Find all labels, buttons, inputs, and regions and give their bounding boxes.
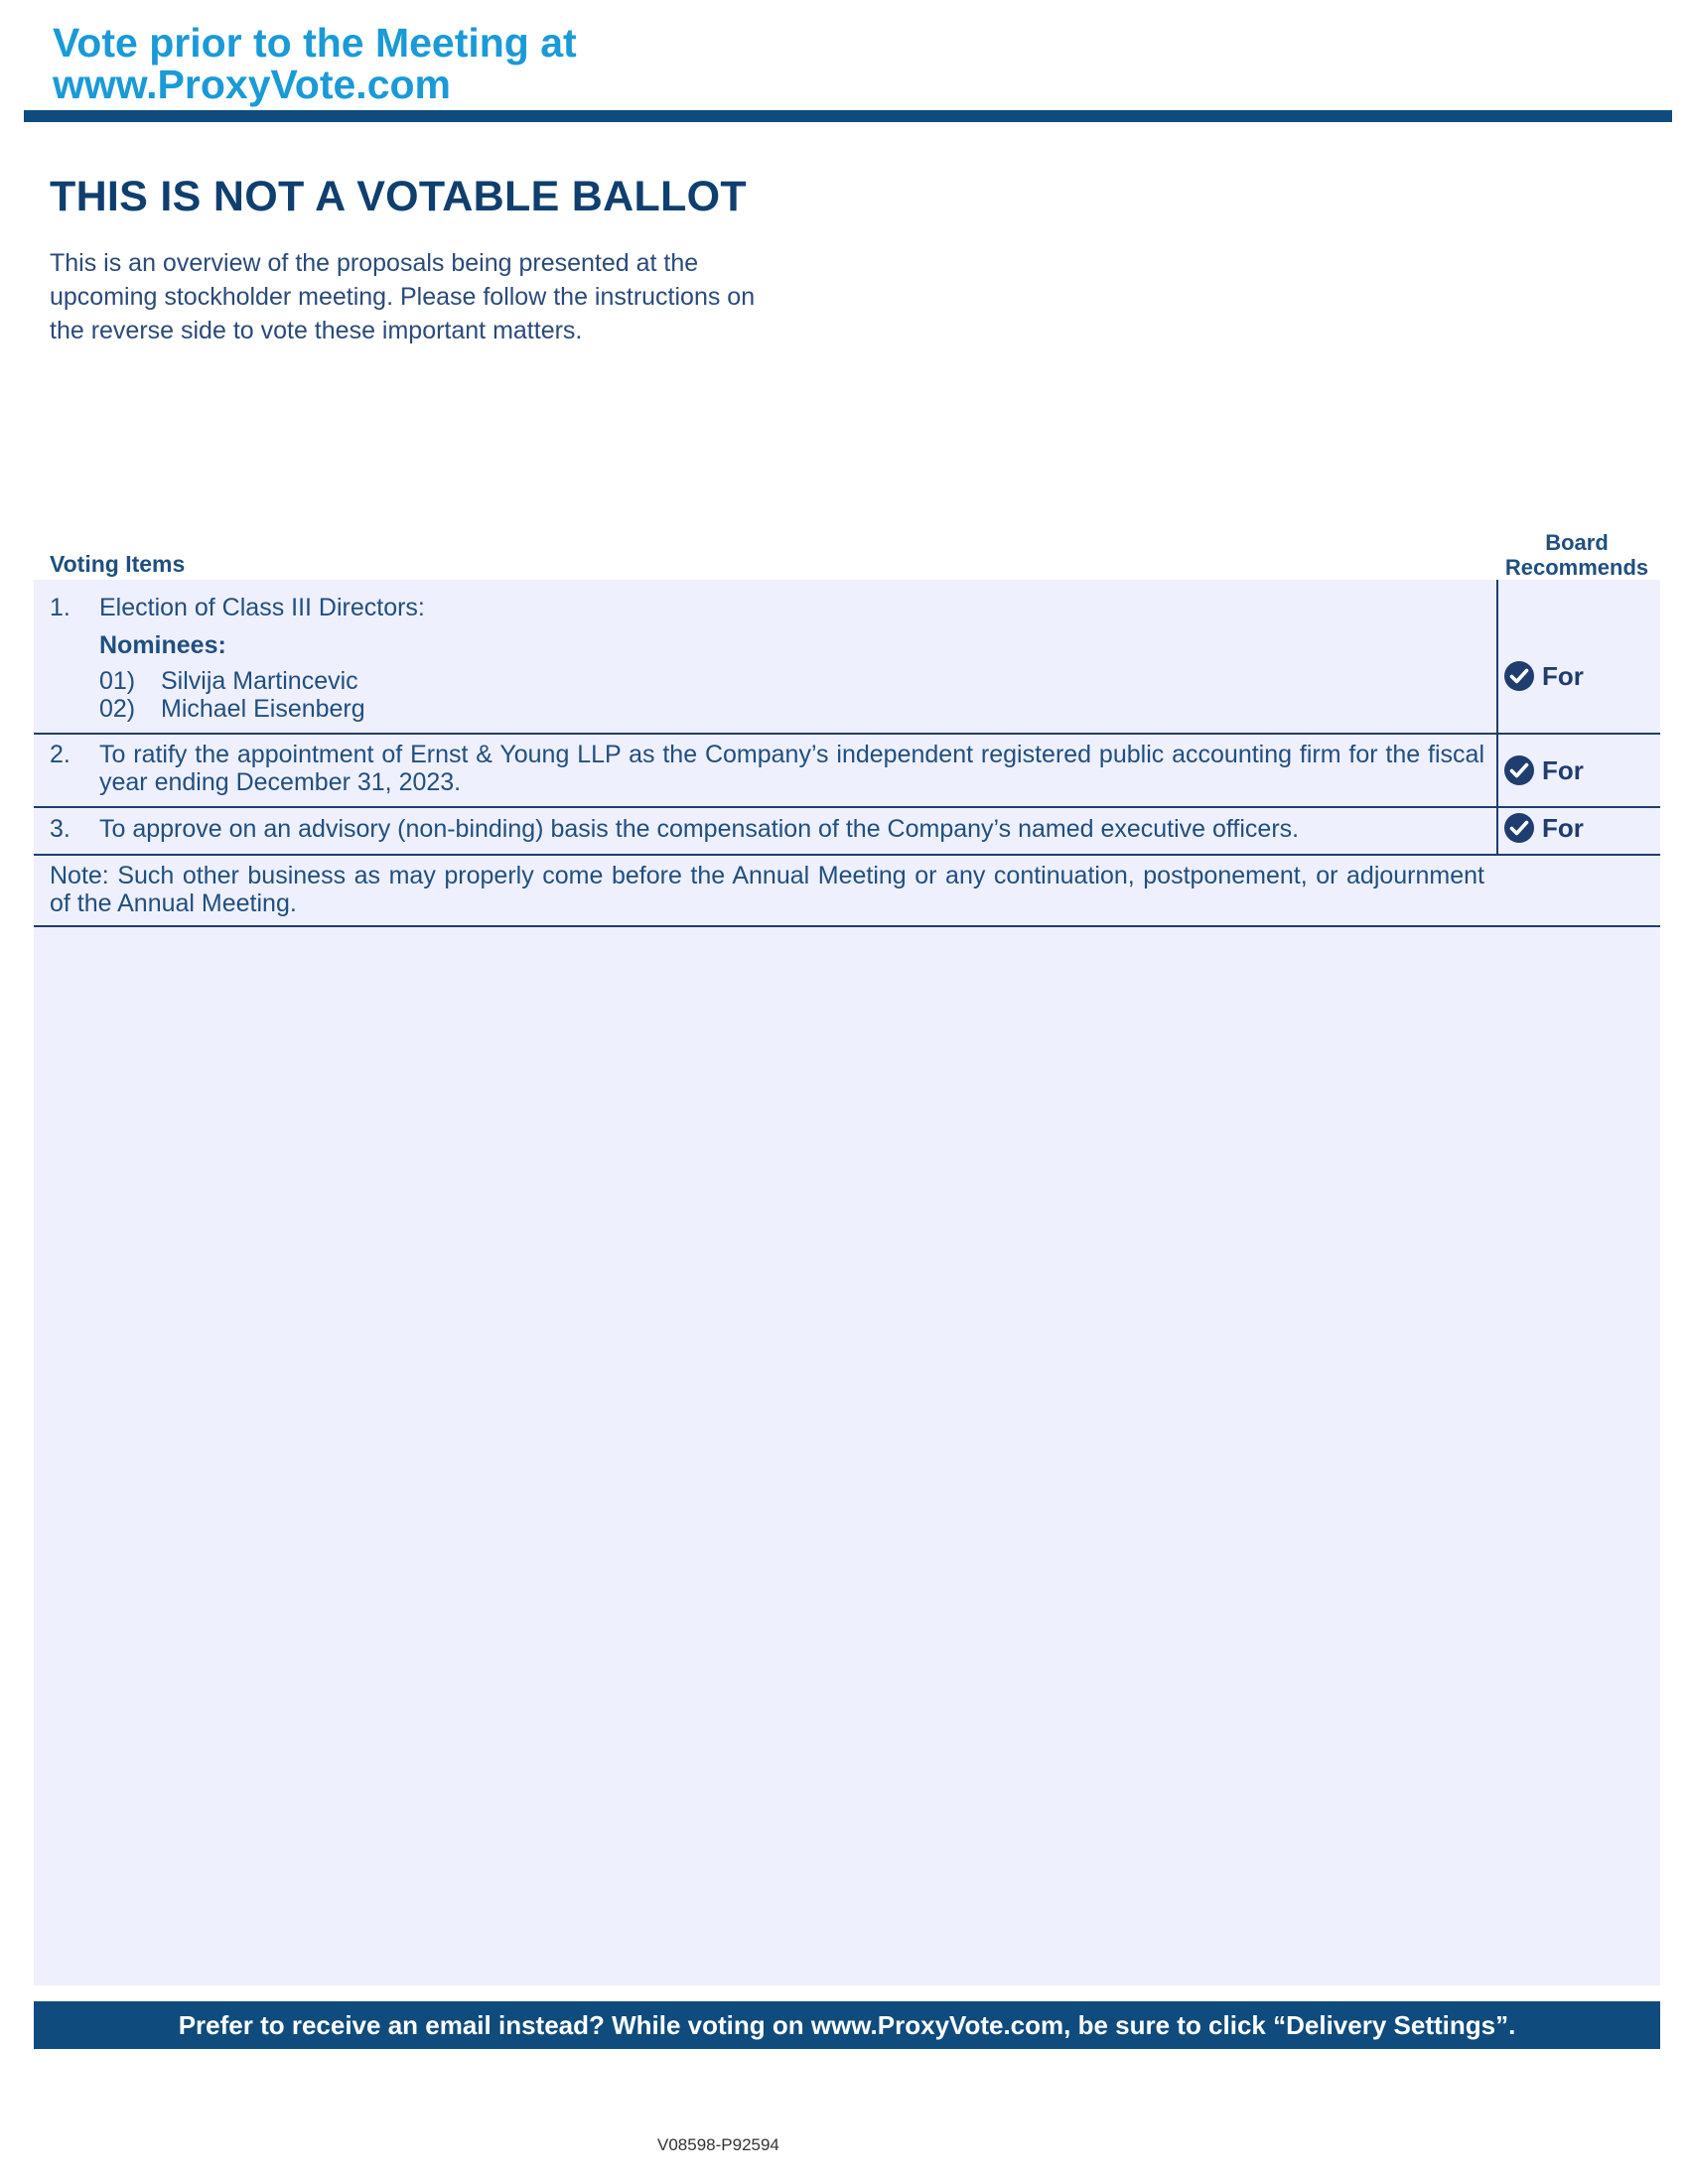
- check-circle-icon: [1503, 812, 1535, 844]
- nominee-1-name: Silvija Martincevic: [161, 667, 358, 695]
- item-1-number: 1.: [50, 594, 70, 621]
- nominees-label: Nominees:: [99, 631, 226, 659]
- check-circle-icon: [1503, 754, 1535, 786]
- item-1-recommendation-label: For: [1542, 660, 1584, 691]
- item-3-number: 3.: [50, 815, 70, 843]
- item-1-text: Election of Class III Directors:: [99, 594, 425, 621]
- check-circle-icon: [1503, 660, 1535, 692]
- row-divider-1: [34, 733, 1660, 735]
- item-2-recommendation: [1503, 754, 1584, 786]
- header-line-1: Vote prior to the Meeting at: [53, 20, 577, 66]
- intro-paragraph: [50, 246, 844, 347]
- nominee-2: [99, 695, 365, 723]
- board-recommends-header: [1493, 530, 1660, 580]
- intro-line-3: the reverse side to vote these important matters.: [50, 317, 583, 344]
- item-3-recommendation: [1503, 812, 1584, 844]
- item-2-text: To ratify the appointment of Ernst & Young LLP as the Company’s independent registered public accounting firm for the fiscal year ending December 31, 2023.: [99, 741, 1484, 796]
- row-divider-3: [34, 854, 1660, 856]
- intro-line-2: upcoming stockholder meeting. Please follow the instructions on: [50, 283, 756, 311]
- item-3-recommendation-label: For: [1542, 812, 1584, 843]
- nominee-1: [99, 667, 358, 695]
- delivery-settings-banner: Prefer to receive an email instead? While voting on www.ProxyVote.com, be sure to click “Delivery Settings”.: [34, 2001, 1660, 2049]
- nominee-1-number: 01): [99, 667, 136, 695]
- ballot-heading: THIS IS NOT A VOTABLE BALLOT: [50, 173, 747, 220]
- header-rule: [24, 110, 1672, 122]
- header-line-2: www.ProxyVote.com: [53, 62, 451, 107]
- item-2-recommendation-label: For: [1542, 754, 1584, 785]
- header-title: [53, 22, 946, 105]
- board-recommends-line-1: Board: [1545, 530, 1609, 555]
- row-divider-2: [34, 806, 1660, 808]
- recommendation-column-divider: [1496, 580, 1498, 855]
- nominee-2-number: 02): [99, 695, 136, 723]
- voting-items-header: Voting Items: [50, 551, 186, 577]
- document-code: V08598-P92594: [657, 2135, 779, 2154]
- item-2-number: 2.: [50, 741, 70, 768]
- item-1-recommendation: [1503, 660, 1584, 692]
- row-divider-4: [34, 925, 1660, 927]
- board-recommends-line-2: Recommends: [1504, 555, 1649, 580]
- item-3-text: To approve on an advisory (non-binding) basis the compensation of the Company’s named executive officers.: [99, 815, 1300, 843]
- nominee-2-name: Michael Eisenberg: [161, 695, 365, 723]
- intro-line-1: This is an overview of the proposals being presented at the: [50, 249, 699, 277]
- note-text: Note: Such other business as may properly come before the Annual Meeting or any continuation, postponement, or adjournment of the Annual Meeting.: [50, 862, 1484, 917]
